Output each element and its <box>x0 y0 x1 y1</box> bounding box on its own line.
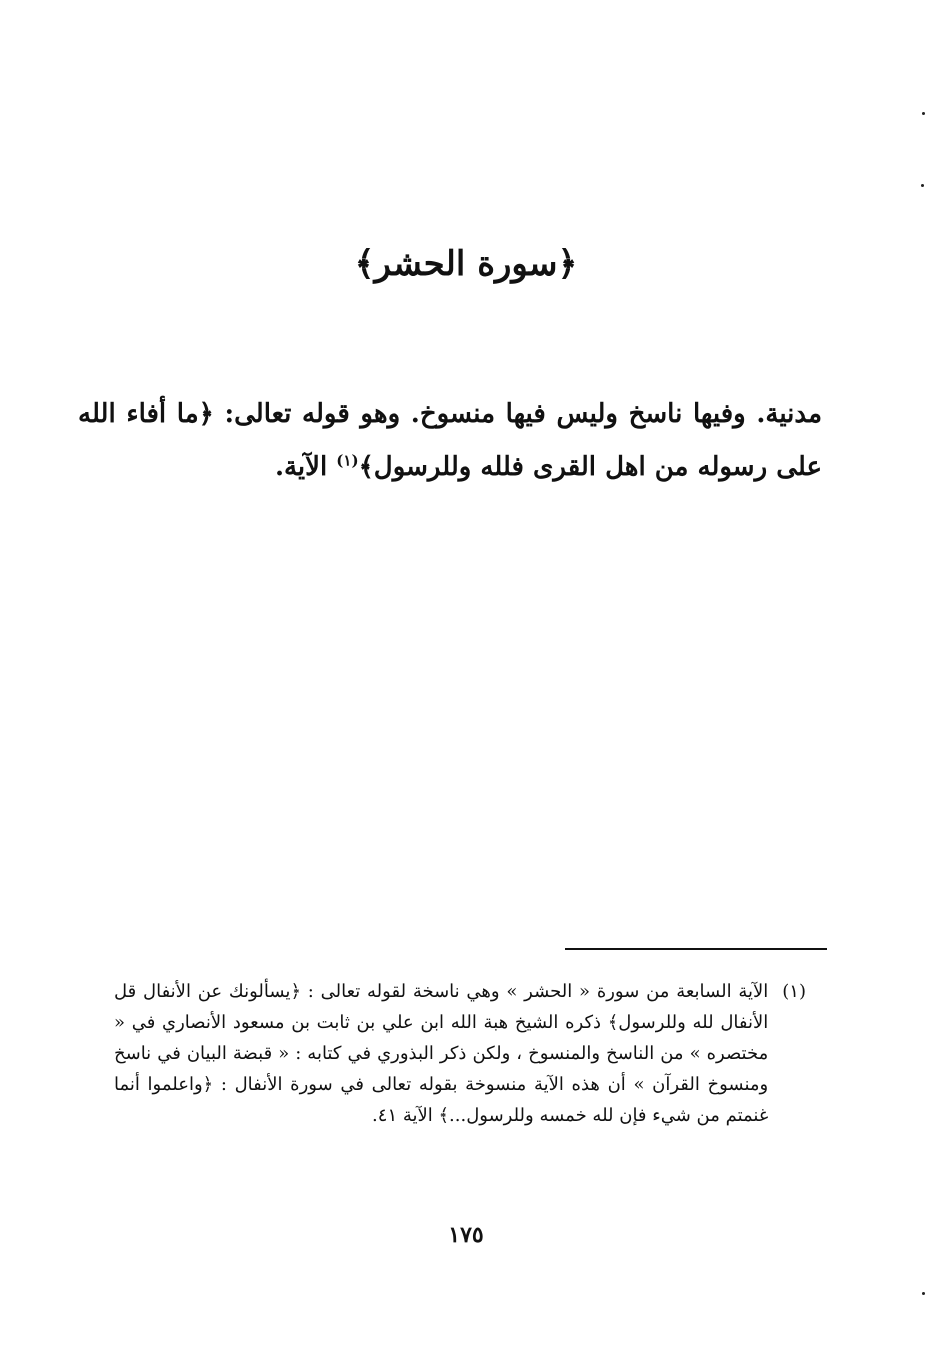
footnote-divider <box>565 948 827 950</box>
scan-speck <box>921 184 924 187</box>
body-paragraph <box>78 388 822 494</box>
footnote-marker: (١) <box>782 981 806 1002</box>
page-number: ١٧٥ <box>448 1222 484 1248</box>
footnote-reference: (١) <box>336 451 359 470</box>
scan-speck <box>922 1292 925 1295</box>
scan-speck <box>922 112 925 115</box>
body-text-end: الآية. <box>274 452 337 482</box>
footnote-text: الآية السابعة من سورة « الحشر » وهي ناسخة لقوله تعالى : ﴿يسألونك عن الأنفال قل الأنفال لله وللرسول﴾ ذكره الشيخ هبة الله ابن علي بن ثابت بن مسعود الأنصاري في « مختصره » من الناسخ والمنسوخ ، ولكن ذكر البذوري في كتابه : « قبضة البيان في ناسخ ومنسوخ القرآن » أن هذه الآية منسوخة بقوله تعالى في سورة الأنفال : ﴿واعلموا أنما غنمتم من شيء فإن لله خمسه وللرسول...﴾ الآية ٤١. <box>114 981 769 1126</box>
body-text: مدنية. وفيها ناسخ وليس فيها منسوخ. وهو قوله تعالى: ﴿ما أفاء الله على رسوله من اهل القرى فلله وللرسول﴾ <box>78 399 822 482</box>
page-title: ﴿سورة الحشر﴾ <box>354 244 578 284</box>
footnote <box>114 976 806 1131</box>
